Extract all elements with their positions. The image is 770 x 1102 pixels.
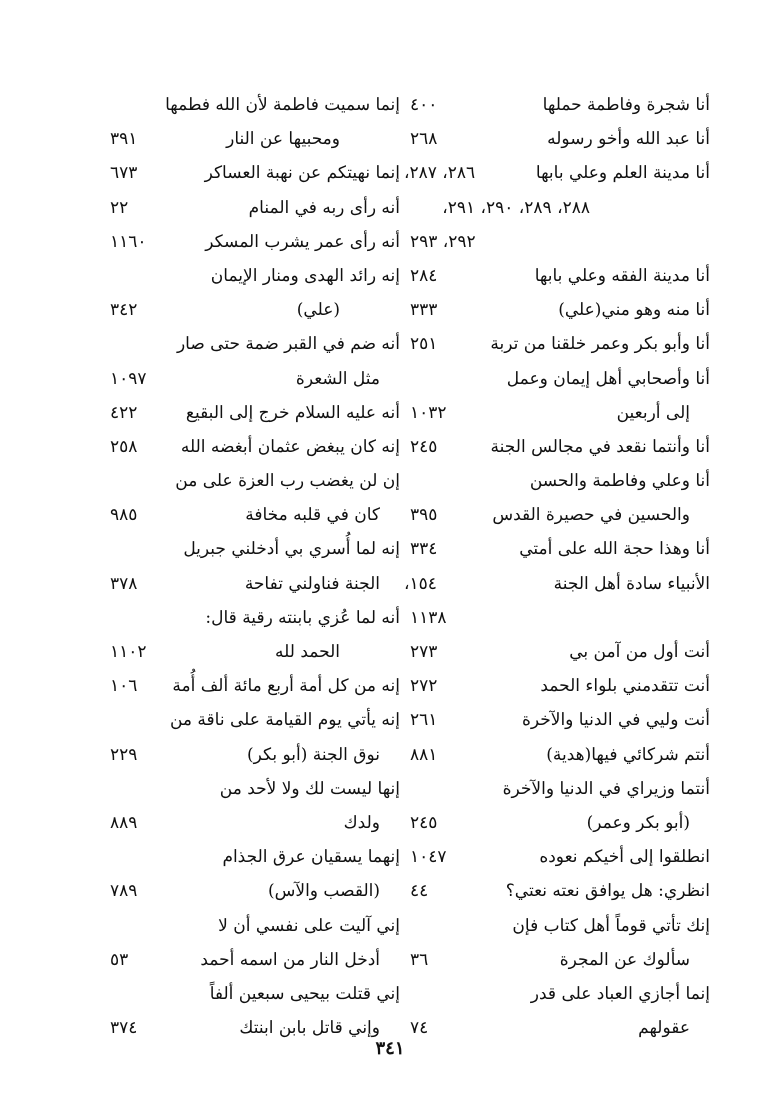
index-entry-continuation bbox=[110, 738, 400, 772]
entry-page-ref: ١٠٦ bbox=[110, 676, 138, 697]
entry-text: ومحبيها عن النار bbox=[226, 129, 340, 150]
entry-page-ref: ١١٠٢ bbox=[110, 642, 147, 662]
entry-page-ref: ٢٥١ bbox=[410, 334, 438, 355]
entry-text: نوق الجنة (أبو بكر) bbox=[246, 744, 380, 765]
entry-page-ref: ١٠٩٧ bbox=[110, 368, 147, 389]
entry-text: أنا مدينة العلم وعلي بابها bbox=[535, 163, 710, 184]
index-entry bbox=[110, 840, 400, 874]
index-entry bbox=[410, 293, 710, 327]
index-entry-continuation bbox=[110, 362, 400, 396]
index-entry bbox=[410, 669, 710, 703]
index-entry-continuation bbox=[410, 498, 710, 532]
index-entry bbox=[410, 601, 710, 635]
entry-text: إنما نهيتكم عن نهبة العساكر bbox=[204, 163, 400, 184]
entry-text: كان في قلبه مخافة bbox=[245, 505, 380, 526]
entry-page-ref: ٢٨٦، ٢٨٧، bbox=[404, 163, 476, 184]
index-entry bbox=[410, 532, 710, 566]
entry-text: أنه لما عُزي بابنته رقية قال: bbox=[205, 607, 400, 628]
index-entry bbox=[410, 703, 710, 737]
entry-text: إنك تأتي قوماً أهل كتاب فإن bbox=[512, 915, 710, 936]
entry-text: والحسين في حصيرة القدس bbox=[492, 505, 690, 526]
entry-page-ref: ١١٦٠ bbox=[110, 231, 147, 252]
index-entry bbox=[410, 772, 710, 806]
entry-text: إني قتلت بيحيى سبعين ألفاً bbox=[209, 983, 400, 1004]
entry-text: إنما سميت فاطمة لأن الله فطمها bbox=[165, 95, 400, 115]
entry-page-ref: ٢٧٢ bbox=[410, 676, 438, 697]
entry-page-ref: ٣٣٤ bbox=[410, 539, 438, 560]
entry-page-ref: ١٠٤٧ bbox=[410, 847, 447, 868]
entry-text: (علي) bbox=[296, 300, 340, 321]
entry-text: إلى أربعين bbox=[616, 402, 690, 423]
entry-page-ref: ٢٦١ bbox=[410, 710, 438, 731]
index-entry bbox=[410, 840, 710, 874]
index-entry bbox=[410, 122, 710, 156]
entry-text: أدخل النار من اسمه أحمد bbox=[200, 949, 380, 970]
entry-text: ولدك bbox=[343, 812, 380, 833]
entry-text: أنه ضم في القبر ضمة حتى صار bbox=[176, 334, 400, 355]
index-entry bbox=[110, 601, 400, 635]
index-entry bbox=[410, 464, 710, 498]
entry-page-ref: ٢٩٢، ٢٩٣ bbox=[410, 231, 476, 252]
index-entry-continuation bbox=[110, 943, 400, 977]
entry-text: سألوك عن المجرة bbox=[559, 949, 690, 970]
entry-page-ref: ٧٤ bbox=[410, 1018, 429, 1039]
index-entry-continuation bbox=[410, 1011, 710, 1045]
entry-page-ref: ٤٠٠ bbox=[410, 95, 438, 115]
entry-text: إنما أجازي العباد على قدر bbox=[530, 983, 710, 1004]
entry-text: أنا وأبو بكر وعمر خلقنا من تربة bbox=[490, 334, 710, 355]
entry-text: وإني قاتل بابن ابنتك bbox=[239, 1018, 380, 1039]
index-entry bbox=[110, 259, 400, 293]
entry-page-ref: ٨٨١ bbox=[410, 744, 438, 765]
index-entry-continuation bbox=[110, 874, 400, 908]
entry-text: أنتما وزيراي في الدنيا والآخرة bbox=[502, 778, 710, 799]
entry-text: عقولهم bbox=[638, 1018, 690, 1039]
entry-text: إنه رائد الهدى ومنار الإيمان bbox=[210, 265, 400, 286]
entry-text: أنا وأنتما نقعد في مجالس الجنة bbox=[490, 436, 710, 457]
index-entry-continuation bbox=[110, 567, 400, 601]
index-entry-continuation bbox=[410, 943, 710, 977]
index-entry-continuation bbox=[110, 498, 400, 532]
entry-text: أنا شجرة وفاطمة حملها bbox=[542, 95, 710, 115]
index-entry bbox=[410, 977, 710, 1011]
entry-text: أنت تتقدمني بلواء الحمد bbox=[540, 676, 710, 697]
entry-text: أنت وليي في الدنيا والآخرة bbox=[521, 710, 710, 731]
entry-page-ref: ١٠٣٢ bbox=[410, 402, 447, 423]
entry-page-ref: ٤٢٢ bbox=[110, 402, 138, 423]
index-entry bbox=[410, 191, 710, 225]
index-entry bbox=[110, 464, 400, 498]
entry-page-ref: ٣٧٤ bbox=[110, 1018, 138, 1039]
index-entry bbox=[110, 772, 400, 806]
entry-page-ref: ٢٥٨ bbox=[110, 436, 138, 457]
index-entry bbox=[110, 88, 400, 122]
index-entry bbox=[110, 430, 400, 464]
entry-text: مثل الشعرة bbox=[295, 368, 380, 389]
index-entry-continuation bbox=[110, 635, 400, 669]
index-entry bbox=[410, 362, 710, 396]
entry-page-ref: ٩٨٥ bbox=[110, 505, 138, 526]
index-entry bbox=[110, 191, 400, 225]
entry-page-ref: ٦٧٣ bbox=[110, 163, 138, 184]
entry-page-ref: ٢٦٨ bbox=[410, 129, 438, 150]
entry-text: أنا عبد الله وأخو رسوله bbox=[547, 129, 710, 150]
index-entry bbox=[410, 430, 710, 464]
entry-text: أنتم شركائي فيها(هدية) bbox=[546, 744, 710, 765]
entry-text: أنه رأى عمر يشرب المسكر bbox=[205, 231, 400, 252]
entry-text: انظري: هل يوافق نعته نعتي؟ bbox=[505, 881, 710, 902]
entry-page-ref: ١١٣٨ bbox=[410, 607, 447, 628]
entry-text: الحمد لله bbox=[275, 642, 340, 662]
index-column-right bbox=[404, 88, 710, 1045]
entry-text: أنا منه وهو مني(علي) bbox=[558, 300, 710, 321]
entry-text: (القصب والآس) bbox=[268, 881, 380, 902]
entry-page-ref: ٢٤٥ bbox=[410, 812, 438, 833]
index-entry bbox=[410, 259, 710, 293]
entry-text: أنت أول من آمن بي bbox=[569, 642, 710, 662]
entry-page-ref: ٣٤٢ bbox=[110, 300, 138, 321]
entry-page-ref: ٢٨٨، ٢٨٩، ٢٩٠، ٢٩١، bbox=[442, 197, 590, 218]
entry-text: انطلقوا إلى أخيكم نعوده bbox=[539, 847, 710, 868]
entry-page-ref: ٣٩١ bbox=[110, 129, 138, 150]
entry-text: إنها ليست لك ولا لأحد من bbox=[219, 778, 400, 799]
entry-text: أنا وعلي وفاطمة والحسن bbox=[529, 471, 710, 492]
entry-page-ref: ٢٨٤ bbox=[410, 265, 438, 286]
index-entry bbox=[110, 703, 400, 737]
entry-text: إنه كان يبغض عثمان أبغضه الله bbox=[180, 436, 400, 457]
entry-text: إنه لما أُسري بي أدخلني جبريل bbox=[183, 539, 400, 560]
index-column-left bbox=[110, 88, 400, 1045]
entry-page-ref: ٢٢ bbox=[110, 197, 129, 218]
entry-text: إنه يأتي يوم القيامة على ناقة من bbox=[169, 710, 400, 731]
index-entry bbox=[404, 567, 710, 601]
entry-text: (أبو بكر وعمر) bbox=[586, 812, 690, 833]
index-entry-continuation bbox=[410, 806, 710, 840]
entry-text: أنا مدينة الفقه وعلي بابها bbox=[534, 265, 710, 286]
index-entry bbox=[110, 532, 400, 566]
entry-text: أنا وهذا حجة الله على أمتي bbox=[519, 539, 710, 560]
entry-text: إنه من كل أمة أربع مائة ألف أُمة bbox=[172, 676, 400, 697]
index-entry bbox=[410, 225, 710, 259]
entry-page-ref: ٥٣ bbox=[110, 949, 129, 970]
entry-text: إن لن يغضب رب العزة على من bbox=[175, 471, 400, 492]
entry-page-ref: ٨٨٩ bbox=[110, 812, 138, 833]
entry-page-ref: ٣٩٥ bbox=[410, 505, 438, 526]
entry-page-ref: ٣٧٨ bbox=[110, 573, 138, 594]
entry-page-ref: ٣٦ bbox=[410, 949, 429, 970]
index-entry bbox=[110, 327, 400, 361]
index-entry bbox=[110, 396, 400, 430]
entry-page-ref: ٢٧٣ bbox=[410, 642, 438, 662]
index-entry bbox=[110, 977, 400, 1011]
entry-page-ref: ١٥٤، bbox=[404, 573, 437, 594]
entry-page-ref: ٢٢٩ bbox=[110, 744, 138, 765]
entry-page-ref: ٢٤٥ bbox=[410, 436, 438, 457]
index-entry-continuation bbox=[410, 396, 710, 430]
index-entry bbox=[110, 225, 400, 259]
index-entry bbox=[410, 327, 710, 361]
page-number: ٣٤١ bbox=[375, 1038, 405, 1059]
index-entry bbox=[404, 156, 710, 190]
index-entry bbox=[410, 88, 710, 122]
index-entry bbox=[410, 874, 710, 908]
entry-page-ref: ٧٨٩ bbox=[110, 881, 138, 902]
entry-text: أنه عليه السلام خرج إلى البقيع bbox=[185, 402, 400, 423]
entry-text: إني آليت على نفسي أن لا bbox=[218, 915, 400, 936]
index-entry-continuation bbox=[110, 806, 400, 840]
index-entry bbox=[410, 635, 710, 669]
index-entry-continuation bbox=[110, 122, 400, 156]
index-entry-continuation bbox=[110, 1011, 400, 1045]
entry-text: أنه رأى ربه في المنام bbox=[248, 197, 400, 218]
entry-page-ref: ٤٤ bbox=[410, 881, 429, 902]
index-entry bbox=[410, 738, 710, 772]
index-entry-continuation bbox=[110, 293, 400, 327]
index-entry bbox=[110, 909, 400, 943]
index-entry bbox=[410, 909, 710, 943]
entry-text: إنهما يسقيان عرق الجذام bbox=[222, 847, 400, 868]
entry-page-ref: ٣٣٣ bbox=[410, 300, 438, 321]
index-entry bbox=[110, 156, 400, 190]
entry-text: أنا وأصحابي أهل إيمان وعمل bbox=[506, 368, 710, 389]
entry-text: الجنة فناولني تفاحة bbox=[244, 573, 380, 594]
index-entry bbox=[110, 669, 400, 703]
entry-text: الأنبياء سادة أهل الجنة bbox=[553, 573, 710, 594]
